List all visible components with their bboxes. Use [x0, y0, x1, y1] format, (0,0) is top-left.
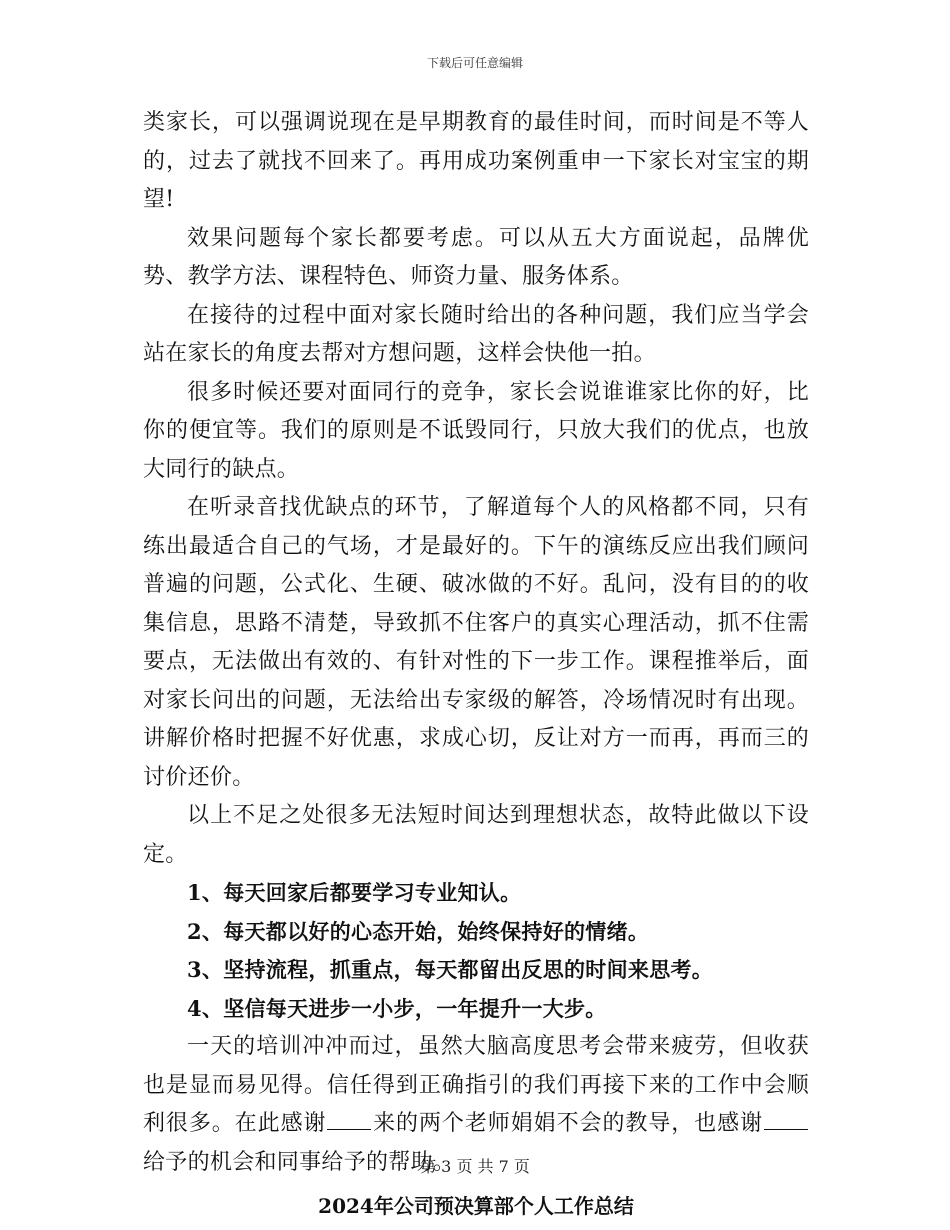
paragraph-4: 很多时候还要对面同行的竞争，家长会说谁谁家比你的好，比你的便宜等。我们的原则是不诋毁同行，只放大我们的优点，也放大同行的缺点。 [143, 379, 809, 482]
document-body [143, 104, 809, 1224]
paragraph-1: 类家长，可以强调说现在是早期教育的最佳时间，而时间是不等人的，过去了就找不回来了。再用成功案例重申一下家长对宝宝的期望! [143, 110, 809, 212]
list-item: 3、坚持流程，抓重点，每天都留出反思的时间来思考。 [187, 957, 714, 982]
paragraph-7-part-3: 给予的机会和同事给予的帮助。 [143, 1149, 456, 1175]
list-item: 4、坚信每天进步一小步，一年提升一大步。 [187, 995, 607, 1021]
page-number: 第 3 页 共 7 页 [420, 1157, 530, 1176]
fill-in-blank [327, 1111, 371, 1130]
list-item: 2、每天都以好的心态开始，始终保持好的情绪。 [187, 918, 650, 944]
paragraph-2: 效果问题每个家长都要考虑。可以从五大方面说起，品牌优势、教学方法、课程特色、师资力量、服务体系。 [143, 225, 809, 289]
fill-in-blank [764, 1111, 808, 1130]
paragraph-3: 在接待的过程中面对家长随时给出的各种问题，我们应当学会站在家长的角度去帮对方想问题，这样会快他一拍。 [143, 302, 809, 366]
paragraph-5: 在听录音找优缺点的环节，了解道每个人的风格都不同，只有练出最适合自己的气场，才是最好的。下午的演练反应出我们顾问普遍的问题，公式化、生硬、破冰做的不好。乱问，没有目的的收集信息，思路不清楚，导致抓不住客户的真实心理活动，抓不住需要点，无法做出有效的、有针对性的下一步工作。课程推举后，面对家长问出的问题，无法给出专家级的解答，冷场情况时有出现。讲解价格时把握不好优惠，求成心切，反让对方一而再，再而三的讨价还价。 [143, 495, 809, 790]
paragraph-7-part-2: 来的两个老师娟娟不会的教导，也感谢 [372, 1111, 763, 1136]
paragraph-6: 以上不足之处很多无法短时间达到理想状态，故特此做以下设定。 [143, 803, 809, 867]
header-note: 下载后可任意编辑 [426, 56, 523, 70]
list-item: 1、每天回家后都要学习专业知认。 [187, 880, 522, 905]
paragraph-7-part-1: 一天的培训冲冲而过，虽然大脑高度思考会带来疲劳，但收获也是显而易见得。信任得到正确指引的我们再接下来的工作中会顺利很多。在此感谢 [143, 1034, 809, 1136]
document-title: 2024年公司预决算部个人工作总结 [318, 1194, 634, 1218]
